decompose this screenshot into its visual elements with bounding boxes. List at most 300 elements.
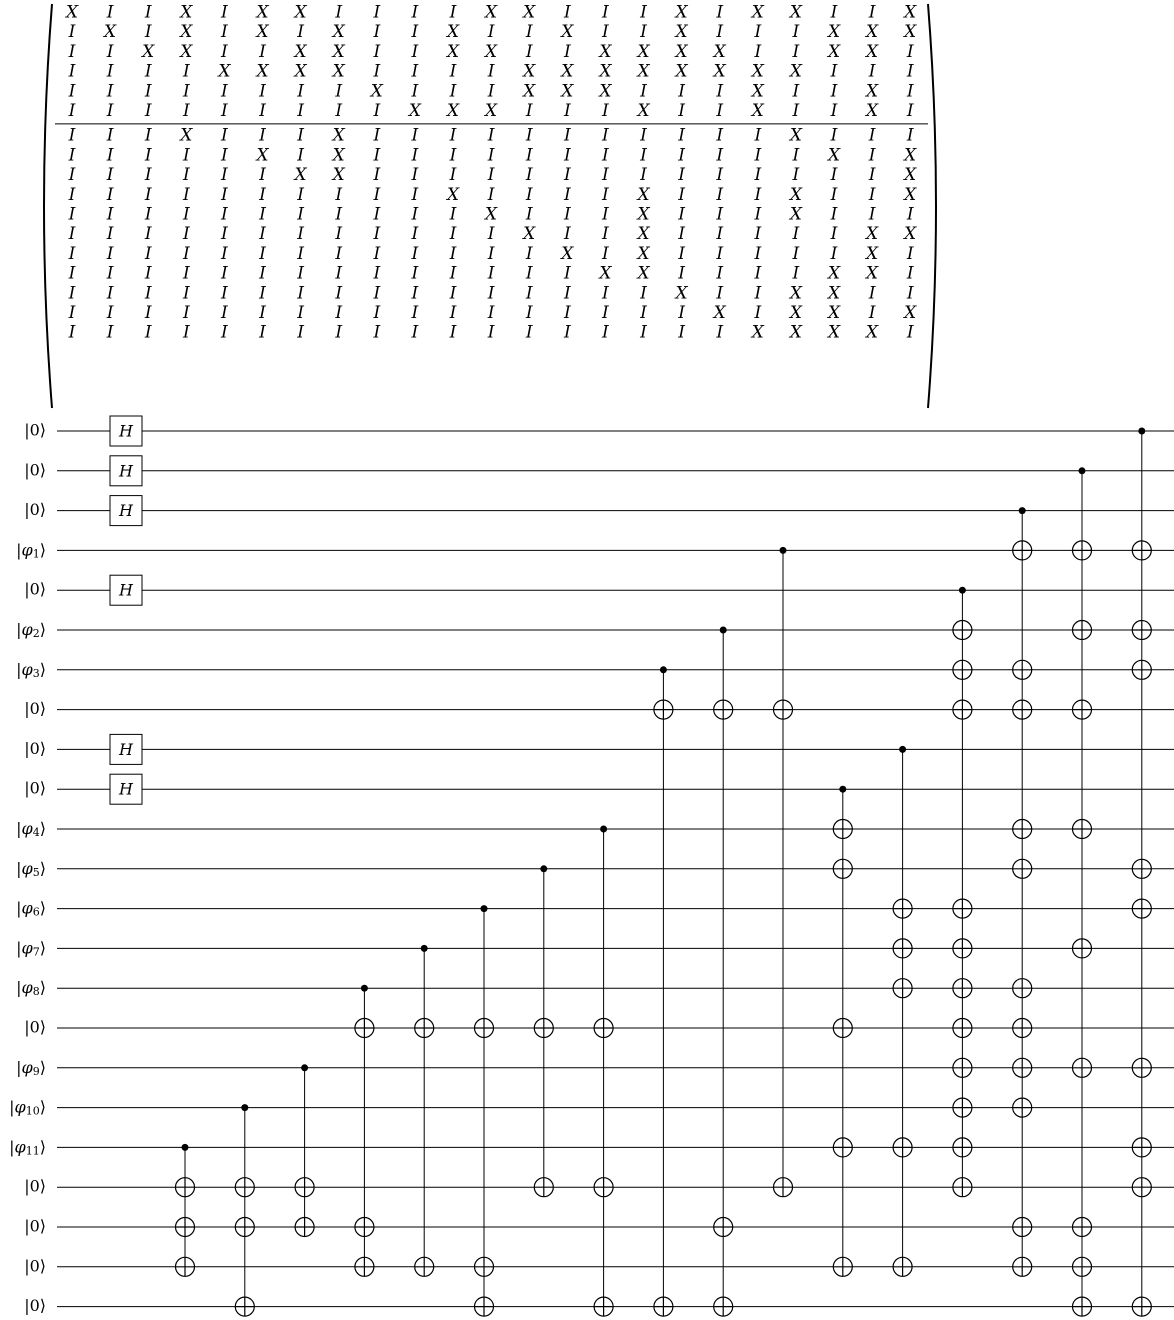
matrix-cell: I — [640, 22, 647, 43]
matrix-cell: I — [640, 322, 647, 343]
matrix-cell: I — [335, 283, 343, 304]
matrix-cell: I — [221, 145, 228, 166]
matrix-cell: X — [866, 22, 879, 43]
wire-label: |0⟩ — [24, 460, 46, 480]
matrix-cell: I — [373, 283, 381, 304]
matrix-cell: I — [754, 22, 762, 43]
matrix-cell: I — [259, 184, 266, 205]
matrix-cell: I — [868, 165, 876, 186]
wire-label: |0⟩ — [24, 1296, 46, 1316]
matrix-cell: I — [487, 283, 495, 304]
matrix-cell: I — [68, 101, 76, 121]
matrix-cell: I — [297, 204, 304, 225]
matrix-cell: I — [297, 224, 304, 245]
matrix-cell: I — [373, 224, 381, 245]
hadamard-label: H — [119, 501, 133, 521]
matrix-cell: I — [602, 101, 609, 121]
cnot-target — [1013, 979, 1032, 998]
wire-label: $|\varphi_8⟩$ — [16, 977, 46, 999]
control-dot — [780, 547, 787, 554]
matrix-cell: I — [602, 204, 609, 225]
matrix-cell: I — [487, 224, 495, 245]
matrix-cell: X — [675, 283, 688, 304]
wire-label: |0⟩ — [24, 420, 46, 440]
matrix-cell: X — [827, 263, 841, 284]
matrix-cell: I — [335, 224, 343, 245]
matrix-cell: I — [106, 165, 114, 186]
matrix-cell: I — [792, 224, 800, 245]
matrix-cell: I — [525, 22, 533, 43]
matrix-cell: I — [106, 263, 114, 284]
matrix-cell: I — [525, 322, 533, 343]
matrix-cell: I — [906, 263, 914, 284]
control-dot — [660, 666, 667, 673]
matrix-cell: X — [485, 101, 498, 121]
matrix-cell: I — [259, 283, 266, 304]
matrix-cell: I — [868, 184, 876, 205]
matrix-cell: I — [297, 243, 304, 264]
cnot-target — [295, 1218, 314, 1237]
matrix-cell: I — [487, 184, 495, 205]
matrix-cell: X — [789, 2, 802, 23]
cnot-target — [953, 1178, 972, 1197]
cnot-target — [1013, 1218, 1032, 1237]
matrix-cell: I — [830, 2, 838, 23]
quantum-circuit — [9, 416, 1174, 1316]
cnot-target — [1013, 1257, 1032, 1276]
cnot-target — [594, 1297, 613, 1316]
matrix-cell: I — [297, 322, 304, 343]
wire-label: $|\varphi_{10}⟩$ — [9, 1097, 46, 1118]
matrix-cell: I — [716, 81, 724, 102]
matrix-cell: I — [678, 322, 685, 343]
matrix-cell: I — [716, 22, 724, 43]
matrix-cell: X — [637, 184, 650, 205]
matrix-cell: I — [906, 41, 914, 62]
matrix-cell: X — [904, 2, 917, 23]
stabilizer-matrix — [44, 3, 936, 409]
cnot-target — [1013, 1098, 1032, 1117]
matrix-cell: I — [449, 263, 457, 284]
matrix-cell: I — [68, 204, 76, 225]
cnot-target — [1073, 1257, 1092, 1276]
matrix-cell: I — [106, 125, 114, 146]
wire-label: |0⟩ — [24, 579, 46, 599]
matrix-cell: I — [144, 81, 152, 102]
matrix-cell: I — [259, 243, 266, 264]
matrix-cell: I — [525, 243, 533, 264]
matrix-cell: I — [602, 283, 609, 304]
matrix-cell: I — [449, 165, 457, 186]
matrix-cell: I — [373, 41, 381, 62]
matrix-cell: I — [297, 303, 304, 323]
matrix-cell: X — [675, 61, 688, 82]
matrix-cell: I — [182, 165, 190, 186]
control-dot — [182, 1144, 189, 1151]
matrix-cell: X — [904, 303, 917, 323]
cnot-target — [833, 1257, 852, 1276]
matrix-cell: X — [332, 41, 345, 62]
matrix-cell: I — [335, 184, 343, 205]
wire-label: |0⟩ — [24, 1216, 46, 1236]
matrix-cell: X — [256, 61, 269, 82]
cnot-target — [1073, 820, 1092, 839]
matrix-cell: I — [716, 184, 724, 205]
matrix-cell: I — [68, 41, 76, 62]
matrix-cell: I — [221, 204, 228, 225]
matrix-left-paren — [44, 4, 52, 408]
matrix-cell: I — [868, 2, 876, 23]
control-dot — [361, 985, 368, 992]
matrix-cell: X — [446, 22, 460, 43]
cnot-target — [714, 1218, 733, 1237]
matrix-cell: I — [106, 101, 114, 121]
matrix-cell: X — [332, 61, 345, 82]
cnot-target — [893, 1257, 912, 1276]
cnot-target — [355, 1257, 374, 1276]
matrix-cell: I — [182, 263, 190, 284]
matrix-cell: X — [637, 61, 650, 82]
matrix-cell: I — [68, 81, 76, 102]
matrix-cell: I — [68, 61, 76, 82]
matrix-cell: X — [599, 81, 612, 102]
matrix-cell: I — [563, 41, 571, 62]
matrix-cell: I — [106, 61, 114, 82]
matrix-cell: X — [523, 81, 536, 102]
matrix-cell: I — [373, 184, 381, 205]
matrix-cell: I — [487, 22, 495, 43]
cnot-target — [714, 1297, 733, 1316]
matrix-cell: X — [789, 184, 802, 205]
matrix-cell: X — [866, 101, 879, 121]
matrix-cell: I — [144, 243, 152, 264]
cnot-target — [953, 979, 972, 998]
cnot-target — [235, 1218, 254, 1237]
matrix-cell: X — [827, 283, 841, 304]
wire-label: |0⟩ — [24, 738, 46, 758]
hadamard-gate — [110, 575, 142, 605]
control-dot — [421, 945, 428, 952]
matrix-cell: I — [221, 81, 228, 102]
matrix-cell: I — [297, 125, 304, 146]
matrix-cell: I — [716, 101, 724, 121]
matrix-cell: X — [446, 41, 460, 62]
wire-label: |0⟩ — [24, 1176, 46, 1196]
matrix-cell: I — [144, 184, 152, 205]
matrix-cell: I — [259, 101, 266, 121]
matrix-cell: I — [868, 283, 876, 304]
matrix-cell: I — [68, 263, 76, 284]
matrix-cell: I — [221, 263, 228, 284]
matrix-cell: I — [602, 22, 609, 43]
matrix-cell: I — [754, 243, 762, 264]
matrix-cell: I — [221, 243, 228, 264]
matrix-cell: X — [713, 41, 726, 62]
hadamard-label: H — [119, 580, 133, 600]
matrix-cell: X — [789, 303, 802, 323]
matrix-cell: X — [256, 2, 269, 23]
matrix-cell: I — [68, 184, 76, 205]
control-dot — [959, 587, 966, 594]
matrix-cell: I — [830, 81, 838, 102]
matrix-cell: X — [180, 41, 193, 62]
matrix-cell: I — [411, 204, 419, 225]
matrix-cell: X — [332, 165, 345, 186]
matrix-cell: I — [563, 224, 571, 245]
wire-label: $|\varphi_3⟩$ — [16, 659, 46, 680]
matrix-cell: I — [487, 81, 495, 102]
matrix-cell: I — [259, 303, 266, 323]
matrix-cell: I — [640, 125, 647, 146]
matrix-cell: I — [144, 224, 152, 245]
matrix-cell: X — [446, 101, 460, 121]
cnot-target — [235, 1297, 254, 1316]
matrix-cell: I — [182, 322, 190, 343]
matrix-cell: I — [373, 145, 381, 166]
matrix-cell: I — [259, 125, 266, 146]
cnot-target — [235, 1178, 254, 1197]
cnot-target — [1132, 621, 1151, 640]
matrix-cell: X — [789, 204, 802, 225]
cnot-target — [1013, 660, 1032, 679]
matrix-cell: I — [830, 61, 838, 82]
matrix-cell: I — [449, 283, 457, 304]
matrix-cell: I — [411, 61, 419, 82]
matrix-cell: I — [906, 322, 914, 343]
matrix-cell: I — [68, 322, 76, 343]
matrix-cell: I — [182, 204, 190, 225]
control-dot — [481, 905, 488, 912]
matrix-cell: I — [144, 2, 152, 23]
matrix-cell: I — [411, 283, 419, 304]
matrix-cell: I — [487, 165, 495, 186]
matrix-cell: I — [411, 2, 419, 23]
matrix-cell: I — [221, 165, 228, 186]
control-dot — [1079, 467, 1086, 474]
matrix-cell: I — [144, 125, 152, 146]
matrix-cell: X — [866, 224, 879, 245]
control-dot — [301, 1064, 308, 1071]
matrix-cell: I — [106, 322, 114, 343]
matrix-cell: X — [294, 41, 307, 62]
cnot-target — [594, 1019, 613, 1038]
matrix-cell: I — [373, 322, 381, 343]
matrix-cell: I — [106, 283, 114, 304]
cnot-target — [1132, 1058, 1151, 1077]
cnot-target — [833, 1019, 852, 1038]
cnot-target — [1013, 700, 1032, 719]
matrix-cell: I — [792, 165, 800, 186]
matrix-cell: X — [904, 165, 917, 186]
wire-label: $|\varphi_4⟩$ — [16, 818, 46, 839]
matrix-cell: X — [751, 101, 764, 121]
cnot-target — [355, 1019, 374, 1038]
matrix-cell: I — [525, 263, 533, 284]
cnot-target — [953, 1098, 972, 1117]
matrix-cell: I — [449, 243, 457, 264]
matrix-cell: I — [449, 125, 457, 146]
matrix-cell: X — [332, 125, 345, 146]
matrix-cell: I — [754, 204, 762, 225]
cnot-target — [833, 820, 852, 839]
matrix-cell: X — [751, 81, 764, 102]
cnot-target — [654, 700, 673, 719]
matrix-cell: X — [370, 81, 383, 102]
cnot-target — [774, 1178, 793, 1197]
matrix-cell: I — [449, 224, 457, 245]
cnot-target — [714, 700, 733, 719]
matrix-cell: X — [485, 2, 498, 23]
matrix-cell: I — [906, 61, 914, 82]
matrix-cell: I — [754, 283, 762, 304]
matrix-cell: I — [754, 145, 762, 166]
matrix-cell: I — [373, 61, 381, 82]
matrix-cell: X — [751, 2, 764, 23]
matrix-cell: I — [182, 145, 190, 166]
matrix-cell: I — [754, 263, 762, 284]
matrix-cell: X — [180, 2, 193, 23]
matrix-cell: I — [563, 184, 571, 205]
matrix-cell: I — [525, 303, 533, 323]
matrix-cell: I — [373, 243, 381, 264]
matrix-cell: I — [868, 204, 876, 225]
matrix-cell: I — [906, 283, 914, 304]
matrix-cell: X — [561, 81, 574, 102]
matrix-cell: I — [830, 101, 838, 121]
matrix-cell: X — [637, 263, 650, 284]
matrix-cell: X — [332, 145, 345, 166]
matrix-cell: I — [678, 184, 685, 205]
cnot-target — [953, 1019, 972, 1038]
matrix-cell: I — [602, 224, 609, 245]
matrix-cell: X — [866, 243, 879, 264]
matrix-cell: I — [449, 204, 457, 225]
cnot-target — [893, 1138, 912, 1157]
control-dot — [241, 1104, 248, 1111]
matrix-cell: I — [678, 224, 685, 245]
wire-label: |0⟩ — [24, 778, 46, 798]
matrix-cell: I — [221, 322, 228, 343]
matrix-cell: I — [335, 263, 343, 284]
matrix-cell: X — [637, 204, 650, 225]
matrix-cell: I — [640, 81, 647, 102]
matrix-cell: I — [259, 165, 266, 186]
cnot-target — [893, 979, 912, 998]
cnot-target — [893, 899, 912, 918]
matrix-cell: X — [713, 303, 726, 323]
matrix-cell: I — [640, 2, 647, 23]
wire-label: $|\varphi_9⟩$ — [16, 1057, 46, 1078]
matrix-cell: I — [906, 101, 914, 121]
control-dot — [1019, 507, 1026, 514]
matrix-cell: I — [373, 303, 381, 323]
matrix-cell: I — [602, 145, 609, 166]
matrix-cell: I — [106, 224, 114, 245]
hadamard-label: H — [119, 421, 133, 441]
cnot-target — [1132, 660, 1151, 679]
matrix-cell: I — [678, 125, 685, 146]
matrix-cell: I — [411, 322, 419, 343]
matrix-cell: I — [221, 184, 228, 205]
matrix-cell: X — [904, 184, 917, 205]
wire-label: |0⟩ — [24, 500, 46, 520]
matrix-cell: I — [487, 125, 495, 146]
matrix-cell: I — [563, 145, 571, 166]
matrix-cell: I — [525, 204, 533, 225]
matrix-cell: I — [144, 263, 152, 284]
matrix-cell: X — [599, 61, 612, 82]
matrix-cell: I — [563, 165, 571, 186]
matrix-cell: I — [259, 322, 266, 343]
matrix-cell: X — [561, 61, 574, 82]
matrix-cell: I — [830, 243, 838, 264]
cnot-target — [176, 1257, 195, 1276]
matrix-cell: I — [602, 303, 609, 323]
matrix-cell: I — [830, 165, 838, 186]
matrix-cell: X — [904, 145, 917, 166]
matrix-cell: I — [792, 22, 800, 43]
matrix-cell: I — [259, 263, 266, 284]
matrix-cell: I — [259, 204, 266, 225]
matrix-cell: X — [180, 22, 193, 43]
matrix-cell: I — [335, 101, 343, 121]
matrix-cell: I — [716, 243, 724, 264]
cnot-target — [1132, 541, 1151, 560]
matrix-cell: X — [827, 322, 841, 343]
cnot-target — [1073, 541, 1092, 560]
cnot-target — [953, 621, 972, 640]
hadamard-gate — [110, 734, 142, 764]
hadamard-gate — [110, 456, 142, 486]
cnot-target — [1073, 1218, 1092, 1237]
matrix-cell: I — [221, 2, 228, 23]
matrix-cell: I — [563, 322, 571, 343]
matrix-cell: I — [678, 145, 685, 166]
matrix-cell: X — [904, 224, 917, 245]
matrix-cell: I — [144, 101, 152, 121]
matrix-cell: I — [297, 81, 304, 102]
matrix-cell: X — [523, 224, 536, 245]
matrix-cell: I — [754, 125, 762, 146]
hadamard-gates — [110, 416, 142, 804]
cnot-target — [833, 859, 852, 878]
cnot-target — [1013, 820, 1032, 839]
hadamard-label: H — [119, 739, 133, 759]
matrix-cell: I — [335, 204, 343, 225]
matrix-cell: I — [411, 22, 419, 43]
cnot-target — [654, 1297, 673, 1316]
matrix-cell: I — [906, 204, 914, 225]
matrix-cell: I — [487, 322, 495, 343]
cnot-target — [176, 1178, 195, 1197]
matrix-cell: I — [144, 61, 152, 82]
matrix-cell: I — [716, 263, 724, 284]
matrix-cell: I — [716, 204, 724, 225]
control-dot — [899, 746, 906, 753]
matrix-cell: I — [792, 101, 800, 121]
matrix-cell: I — [221, 101, 228, 121]
matrix-cell: X — [408, 101, 421, 121]
cnot-target — [1132, 1178, 1151, 1197]
cnot-target — [415, 1019, 434, 1038]
wire-label: $|\varphi_{11}⟩$ — [9, 1136, 46, 1158]
matrix-cell: I — [563, 283, 571, 304]
matrix-cell: I — [868, 61, 876, 82]
matrix-cell: I — [182, 101, 190, 121]
wire-label: |0⟩ — [24, 1256, 46, 1276]
matrix-cell: I — [182, 303, 190, 323]
matrix-cell: I — [106, 41, 114, 62]
